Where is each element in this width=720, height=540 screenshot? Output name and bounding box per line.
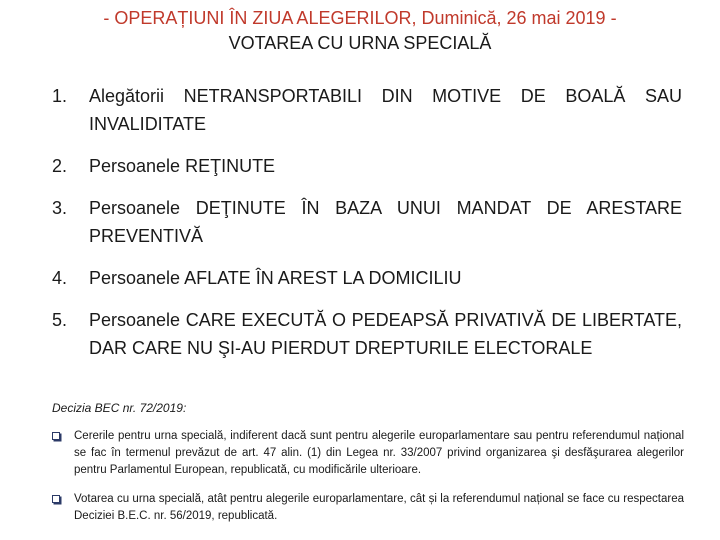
list-item-number: 4. — [52, 268, 68, 288]
list-item-text: Persoanele AFLATE ÎN AREST LA DOMICILIU — [89, 268, 462, 288]
list-item-text: Persoanele CARE EXECUTĂ O PEDEAPSĂ PRIVATIVĂ DE LIBERTATE, DAR CARE NU ŞI-AU PIERDUT DREPTURILE ELECTORALE — [89, 310, 682, 358]
list-item-text: Alegătorii NETRANSPORTABILI DIN MOTIVE DE BOALĂ SAU INVALIDITATE — [89, 86, 682, 134]
list-item-text: Persoanele REŢINUTE — [89, 156, 276, 176]
checkbox-bullet-icon — [52, 432, 60, 440]
list-item-text: Persoanele DEŢINUTE ÎN BAZA UNUI MANDAT DE ARESTARE PREVENTIVĂ — [89, 198, 682, 246]
numbered-list — [52, 82, 682, 376]
list-item-3 — [52, 194, 682, 250]
title-line-1: - OPERAȚIUNI ÎN ZIUA ALEGERILOR, Duminică, 26 mai 2019 - — [103, 8, 617, 28]
title-line-2: VOTAREA CU URNA SPECIALĂ — [228, 33, 492, 53]
list-item-number: 1. — [52, 86, 68, 106]
slide-title — [40, 6, 680, 56]
list-item-number: 2. — [52, 156, 68, 176]
bullet-list — [52, 428, 684, 537]
bullet-item-2 — [52, 491, 684, 525]
list-item-number: 5. — [52, 310, 68, 330]
list-item-1 — [52, 82, 682, 138]
bullet-text: Votarea cu urna specială, atât pentru alegerile europarlamentare, cât și la referendumul național se face cu respectarea Deciziei B.E.C. nr. 56/2019, republicată. — [74, 493, 684, 522]
list-item-number: 3. — [52, 198, 68, 218]
decision-label: Decizia BEC nr. 72/2019: — [52, 401, 187, 415]
bullet-item-1 — [52, 428, 684, 479]
checkbox-bullet-icon — [52, 495, 60, 503]
list-item-5 — [52, 306, 682, 362]
list-item-4 — [52, 264, 682, 292]
bullet-text: Cererile pentru urna specială, indiferent dacă sunt pentru alegerile europarlamentare sau pentru referendumul național se fac în termenul prevăzut de art. 47 alin. (1) din Legea nr. 33/2007 privind organizarea şi desfăşurarea alegerilor pentru Parlamentul European, republicată, cu modificările ulterioare. — [74, 430, 684, 476]
list-item-2 — [52, 152, 682, 180]
